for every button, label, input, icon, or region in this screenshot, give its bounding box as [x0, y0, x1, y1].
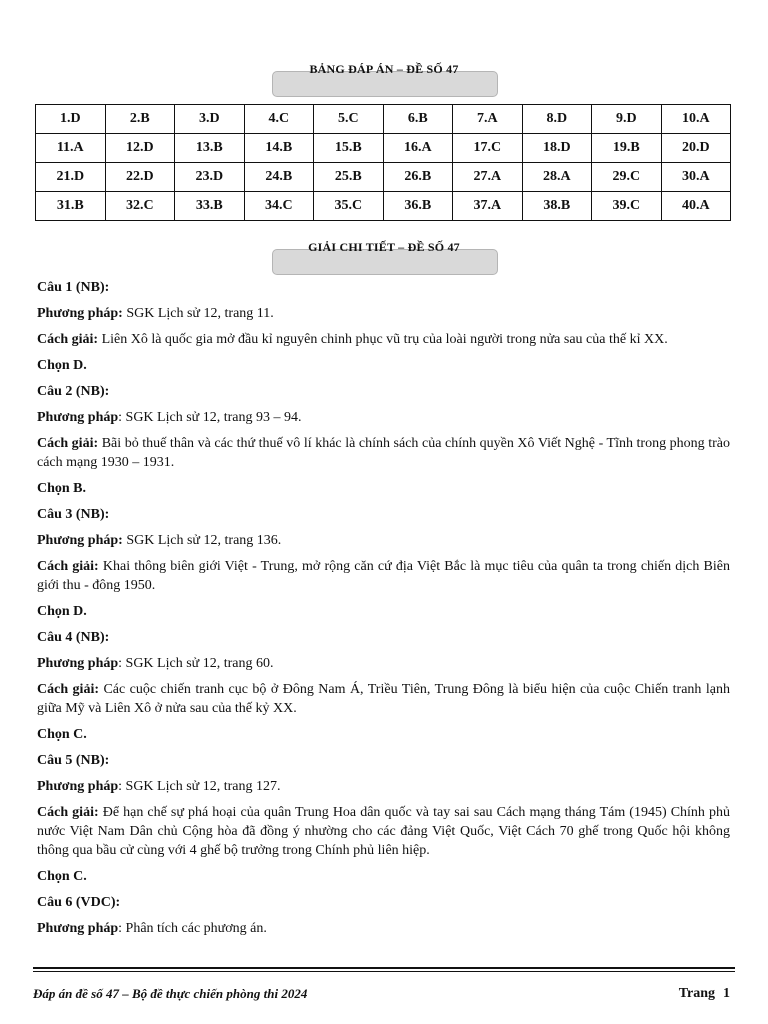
answer-cell: 21.D	[36, 163, 106, 192]
method-label: Phương pháp:	[37, 306, 123, 321]
question-number: Câu 2 (NB):	[37, 384, 110, 399]
answer-cell: 25.B	[314, 163, 384, 192]
question-number: Câu 1 (NB):	[37, 280, 110, 295]
answer-cell: 2.B	[105, 105, 175, 134]
solution-label: Cách giải:	[37, 332, 99, 347]
answer-cell: 36.B	[383, 192, 453, 221]
question-heading	[37, 893, 730, 912]
solution-label: Cách giải:	[37, 436, 99, 451]
answer-choice: Chọn D.	[37, 604, 87, 619]
question-heading	[37, 751, 730, 770]
answer-cell: 27.A	[453, 163, 523, 192]
solutions-content	[37, 278, 730, 945]
answer-cell: 28.A	[522, 163, 592, 192]
answer-cell: 6.B	[383, 105, 453, 134]
answer-cell: 18.D	[522, 134, 592, 163]
solution-text: Liên Xô là quốc gia mở đầu kỉ nguyên chinh phục vũ trụ của loài người trong nửa sau của thế kỉ XX.	[98, 332, 668, 347]
answer-choice: Chọn B.	[37, 481, 87, 496]
question-number: Câu 4 (NB):	[37, 630, 110, 645]
answer-cell: 10.A	[661, 105, 731, 134]
answer-row	[36, 134, 731, 163]
answer-cell: 5.C	[314, 105, 384, 134]
question-heading	[37, 382, 730, 401]
method-label: Phương pháp	[37, 779, 119, 794]
answer-cell: 29.C	[592, 163, 662, 192]
method-line	[37, 777, 730, 796]
answer-table	[35, 104, 731, 221]
solution-text: Khai thông biên giới Việt - Trung, mở rộng căn cứ địa Việt Bắc là mục tiêu của quân ta trong chiến dịch Biên giới thu - đông 1950.	[37, 559, 730, 593]
answer-cell: 32.C	[105, 192, 175, 221]
method-label: Phương pháp	[37, 921, 119, 936]
solution-text: Để hạn chế sự phá hoại của quân Trung Hoa dân quốc và tay sai sau Cách mạng tháng Tám (1945) Chính phủ nước Việt Nam Dân chủ Cộng hòa đã đồng ý nhường cho các đảng Việt Quốc, Việt Cách 70 ghế trong Quốc hội không thông qua bầu cử cùng với 4 ghế bộ trưởng trong Chính phủ liên hiệp.	[37, 805, 731, 858]
choice-line	[37, 356, 730, 375]
question-number: Câu 3 (NB):	[37, 507, 110, 522]
question-number: Câu 5 (NB):	[37, 753, 110, 768]
footer-rule-thin	[33, 971, 735, 972]
solution-text: Các cuộc chiến tranh cục bộ ở Đông Nam Á, Triều Tiên, Trung Đông là biểu hiện của cuộc Chiến tranh lạnh giữa Mỹ và Liên Xô ở nửa sau của thế kỷ XX.	[37, 682, 730, 716]
answer-cell: 40.A	[661, 192, 731, 221]
footer-rule-thick	[33, 967, 735, 969]
answer-cell: 34.C	[244, 192, 314, 221]
answer-cell: 8.D	[522, 105, 592, 134]
method-text: SGK Lịch sử 12, trang 136.	[122, 533, 282, 548]
question-heading	[37, 628, 730, 647]
answer-row	[36, 105, 731, 134]
page-number: 1	[723, 986, 730, 1001]
detail-title: GIẢI CHI TIẾT – ĐỀ SỐ 47	[308, 240, 460, 254]
answer-cell: 35.C	[314, 192, 384, 221]
answer-choice: Chọn C.	[37, 869, 87, 884]
answer-cell: 1.D	[36, 105, 106, 134]
choice-line	[37, 867, 730, 886]
answer-cell: 19.B	[592, 134, 662, 163]
answer-cell: 38.B	[522, 192, 592, 221]
question-heading	[37, 278, 730, 297]
answer-cell: 16.A	[383, 134, 453, 163]
answer-cell: 24.B	[244, 163, 314, 192]
solution-line	[37, 557, 730, 595]
answer-cell: 20.D	[661, 134, 731, 163]
method-line	[37, 408, 730, 427]
answer-cell: 13.B	[175, 134, 245, 163]
method-label: Phương pháp	[37, 656, 119, 671]
answer-cell: 17.C	[453, 134, 523, 163]
answer-cell: 26.B	[383, 163, 453, 192]
footer-title: Đáp án đề số 47 – Bộ đề thực chiến phòng thi 2024	[33, 986, 308, 1001]
method-text: : SGK Lịch sử 12, trang 127.	[118, 779, 281, 794]
solution-line	[37, 434, 730, 472]
method-label: Phương pháp	[37, 410, 119, 425]
answer-choice: Chọn C.	[37, 727, 87, 742]
method-text: : SGK Lịch sử 12, trang 93 – 94.	[118, 410, 302, 425]
solution-label: Cách giải:	[37, 805, 99, 820]
method-text: : SGK Lịch sử 12, trang 60.	[118, 656, 274, 671]
solution-label: Cách giải:	[37, 682, 100, 697]
answer-cell: 22.D	[105, 163, 175, 192]
method-line	[37, 304, 730, 323]
answer-cell: 9.D	[592, 105, 662, 134]
solution-line	[37, 330, 730, 349]
method-label: Phương pháp:	[37, 533, 123, 548]
answer-cell: 4.C	[244, 105, 314, 134]
solution-text: Bãi bỏ thuế thân và các thứ thuế vô lí khác là chính sách của chính quyền Xô Viết Nghệ - Tĩnh trong phong trào cách mạng 1930 – 1931.	[37, 436, 730, 470]
answer-cell: 15.B	[314, 134, 384, 163]
answer-cell: 37.A	[453, 192, 523, 221]
question-heading	[37, 505, 730, 524]
answer-row	[36, 192, 731, 221]
answer-cell: 12.D	[105, 134, 175, 163]
answer-cell: 39.C	[592, 192, 662, 221]
answer-cell: 31.B	[36, 192, 106, 221]
choice-line	[37, 479, 730, 498]
solution-line	[37, 803, 730, 860]
solution-line	[37, 680, 730, 718]
method-line	[37, 654, 730, 673]
answer-cell: 33.B	[175, 192, 245, 221]
footer-page	[679, 986, 730, 1002]
method-line	[37, 919, 730, 938]
choice-line	[37, 602, 730, 621]
answer-cell: 3.D	[175, 105, 245, 134]
method-text: : Phân tích các phương án.	[118, 921, 267, 936]
answer-cell: 30.A	[661, 163, 731, 192]
method-text: SGK Lịch sử 12, trang 11.	[122, 306, 274, 321]
page-label: Trang	[678, 986, 715, 1001]
answer-key-title: BẢNG ĐÁP ÁN – ĐỀ SỐ 47	[309, 62, 459, 76]
method-line	[37, 531, 730, 550]
answer-row	[36, 163, 731, 192]
answer-cell: 14.B	[244, 134, 314, 163]
question-number: Câu 6 (VDC):	[37, 895, 121, 910]
choice-line	[37, 725, 730, 744]
answer-cell: 23.D	[175, 163, 245, 192]
answer-choice: Chọn D.	[37, 358, 87, 373]
solution-label: Cách giải:	[37, 559, 99, 574]
answer-cell: 7.A	[453, 105, 523, 134]
answer-cell: 11.A	[36, 134, 106, 163]
